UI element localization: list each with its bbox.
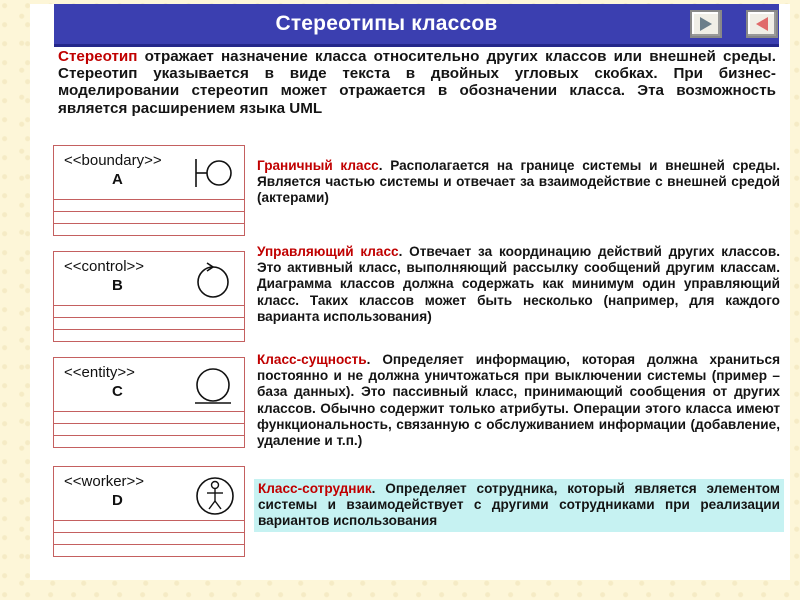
- uml-operations-row: [54, 533, 244, 545]
- uml-extra-row: [54, 224, 244, 235]
- desc-keyword: Управляющий класс: [257, 244, 399, 259]
- desc-entity: [257, 352, 780, 449]
- uml-class-worker: [53, 466, 245, 557]
- uml-operations-row: [54, 318, 244, 330]
- uml-attributes-row: [54, 200, 244, 212]
- desc-keyword: Граничный класс: [257, 158, 379, 173]
- desc-text: . Определяет сотрудника, который является элементом системы и взаимодействует с другими сотрудниками при реализации вариантов использования: [258, 481, 780, 529]
- class-name: B: [112, 277, 123, 294]
- entity-icon: [193, 363, 239, 413]
- uml-class-header: [54, 146, 244, 200]
- desc-text: . Отвечает за координацию действий других классов. Это активный класс, выполняющий рассылку сообщений другим классам. Диаграмма классов должна содержать как минимум один управляющий класс. Таких классов может быть несколько (например, для каждого варианта использования): [257, 244, 780, 324]
- stereotype-label: <<entity>>: [64, 364, 135, 381]
- uml-attributes-row: [54, 412, 244, 424]
- uml-class-entity: [53, 357, 245, 448]
- control-icon: [193, 257, 239, 303]
- worker-icon: [193, 472, 239, 520]
- uml-extra-row: [54, 545, 244, 556]
- class-name: C: [112, 383, 123, 400]
- uml-attributes-row: [54, 521, 244, 533]
- boundary-icon: [193, 151, 239, 195]
- desc-boundary: [257, 158, 780, 207]
- uml-extra-row: [54, 330, 244, 341]
- uml-class-header: [54, 467, 244, 521]
- slide-title: Стереотипы классов: [275, 12, 498, 35]
- intro-paragraph: [58, 48, 776, 117]
- class-name: A: [112, 171, 123, 188]
- desc-keyword: Класс-сущность: [257, 352, 367, 367]
- desc-text: . Определяет информацию, которая должна храниться постоянно и не должна уничтожаться при выключении системы (пример – база данных). Это пассивный класс, принимающий сообщения от других классов. Обычно содержит только атрибуты. Операции этого класса имеют функциональность, связанную с обслуживанием информации (добавление, удаление и т.п.): [257, 352, 780, 449]
- uml-class-boundary: [53, 145, 245, 236]
- desc-worker: [254, 479, 784, 532]
- intro-keyword: Стереотип: [58, 48, 138, 65]
- stereotype-label: <<control>>: [64, 258, 145, 275]
- uml-operations-row: [54, 212, 244, 224]
- desc-keyword: Класс-сотрудник: [258, 481, 372, 496]
- class-name: D: [112, 492, 123, 509]
- uml-class-control: [53, 251, 245, 342]
- next-slide-button[interactable]: [690, 10, 722, 38]
- previous-slide-button[interactable]: [746, 10, 778, 38]
- uml-class-header: [54, 252, 244, 306]
- title-bar: [54, 4, 779, 47]
- uml-operations-row: [54, 424, 244, 436]
- uml-class-header: [54, 358, 244, 412]
- uml-attributes-row: [54, 306, 244, 318]
- uml-extra-row: [54, 436, 244, 447]
- desc-control: [257, 244, 780, 325]
- desc-text: . Располагается на границе системы и внешней среды. Является частью системы и отвечает за взаимодействие с внешней средой (актерами): [257, 158, 780, 206]
- intro-text: отражает назначение класса относительно других классов или внешней среды. Стереотип указывается в виде текста в двойных угловых скобках. При бизнес-моделировании стереотип может отражается в обозначении класса. Эта возможность является расширением языка UML: [58, 48, 776, 117]
- stereotype-label: <<worker>>: [64, 473, 145, 490]
- stereotype-label: <<boundary>>: [64, 152, 162, 169]
- play-right-icon: [699, 17, 713, 31]
- play-left-icon: [755, 17, 769, 31]
